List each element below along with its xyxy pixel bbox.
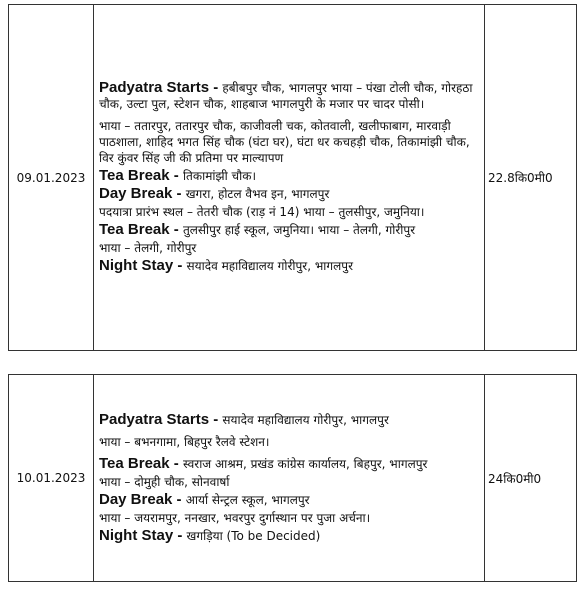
entry-label: Padyatra Starts [99, 410, 210, 428]
entry-separator: - [173, 257, 187, 274]
entry-label: Night Stay [99, 257, 174, 274]
route-entry [99, 528, 480, 544]
entry-text: भाया – ततारपुर, ततारपुर चौक, काजीवली चक, कोतवाली, खलीफाबाग, मारवाड़ी पाठशाला, शाहिद भगत सिंह चौक (घंटा घर), घंटा धर कचहड़ी चौक, तिकामांझी चौक, विर कुंवर सिंह जी की प्रतिमा पर माल्यापण [99, 119, 470, 165]
route-entry [99, 222, 480, 238]
entry-text: भाया – बभनगामा, बिहपुर रैलवे स्टेशन। [99, 434, 270, 449]
entry-label: Day Break [99, 185, 173, 202]
entry-separator: - [209, 79, 223, 96]
entry-separator: - [209, 410, 223, 428]
entry-text: भाया – जयरामपुर, ननखार, भवरपुर दुर्गास्थान पर पुजा अर्चना। [99, 510, 371, 525]
entry-separator: - [169, 167, 183, 184]
entry-label: Night Stay [99, 526, 174, 544]
entry-label: Tea Break [99, 167, 170, 184]
entry-separator: - [172, 185, 186, 202]
entry-text: सयादेव महाविद्यालय गोरीपुर, भागलपुर [222, 412, 389, 427]
date-cell: 10.01.2023 [9, 375, 94, 582]
entry-text: खगड़िया (To be Decided) [186, 528, 321, 543]
entry-label: Day Break [99, 490, 173, 508]
route-entry [99, 204, 480, 220]
route-entry [99, 412, 480, 428]
entry-separator: - [172, 490, 186, 508]
entry-separator: - [169, 454, 183, 472]
entry-text: तुलसीपुर हाई स्कूल, जमुनिया। भाया – तेलगी, गोरीपुर [182, 223, 416, 237]
route-entry [99, 240, 480, 256]
entry-text: तिकामांझी चौक। [182, 169, 256, 183]
entry-text: पदयात्रा प्रारंभ स्थल – तेतरी चौक (राड़ नं 14) भाया – तुलसीपुर, जमुनिया। [99, 205, 425, 219]
date-cell: 09.01.2023 [9, 5, 94, 351]
entry-text: सयादेव महाविद्यालय गोरीपुर, भागलपुर [186, 259, 353, 273]
route-entry [99, 80, 480, 112]
table-row [9, 375, 577, 582]
route-entry [99, 510, 480, 526]
route-cell [94, 5, 485, 351]
route-entry [99, 168, 480, 184]
table-row [9, 5, 577, 351]
entry-label: Tea Break [99, 454, 170, 472]
route-entry [99, 474, 480, 490]
entry-separator: - [169, 221, 183, 238]
entry-separator: - [173, 526, 187, 544]
route-entry [99, 492, 480, 508]
schedule-table-day-1 [8, 4, 577, 351]
distance-cell: 22.8कि0मी0 [485, 5, 577, 351]
entry-label: Tea Break [99, 221, 170, 238]
entry-text: स्वराज आश्रम, प्रखंड कांग्रेस कार्यालय, बिहपुर, भागलपुर [182, 456, 428, 471]
distance-cell: 24कि0मी0 [485, 375, 577, 582]
route-entry [99, 434, 480, 450]
route-cell [94, 375, 485, 582]
schedule-table-day-2 [8, 374, 577, 582]
entry-label: Padyatra Starts [99, 79, 210, 96]
route-entry [99, 258, 480, 274]
entry-text: आर्या सेन्ट्रल स्कूल, भागलपुर [185, 492, 310, 507]
entry-text: हबीबपुर चौक, भागलपुर भाया – पंखा टोली चौक, गोरहठा चौक, उल्टा पुल, स्टेशन चौक, शाहबाज भागलपुरी के मजार पर चादर पोसी। [99, 81, 473, 111]
entry-text: खगरा, होटल वैभव इन, भागलपुर [185, 187, 330, 201]
entry-text: भाया – तेलगी, गोरीपुर [99, 241, 197, 255]
route-entry [99, 456, 480, 472]
entry-text: भाया – दोमुही चौक, सोनवार्षा [99, 474, 230, 489]
route-entry [99, 118, 480, 166]
route-entry [99, 186, 480, 202]
